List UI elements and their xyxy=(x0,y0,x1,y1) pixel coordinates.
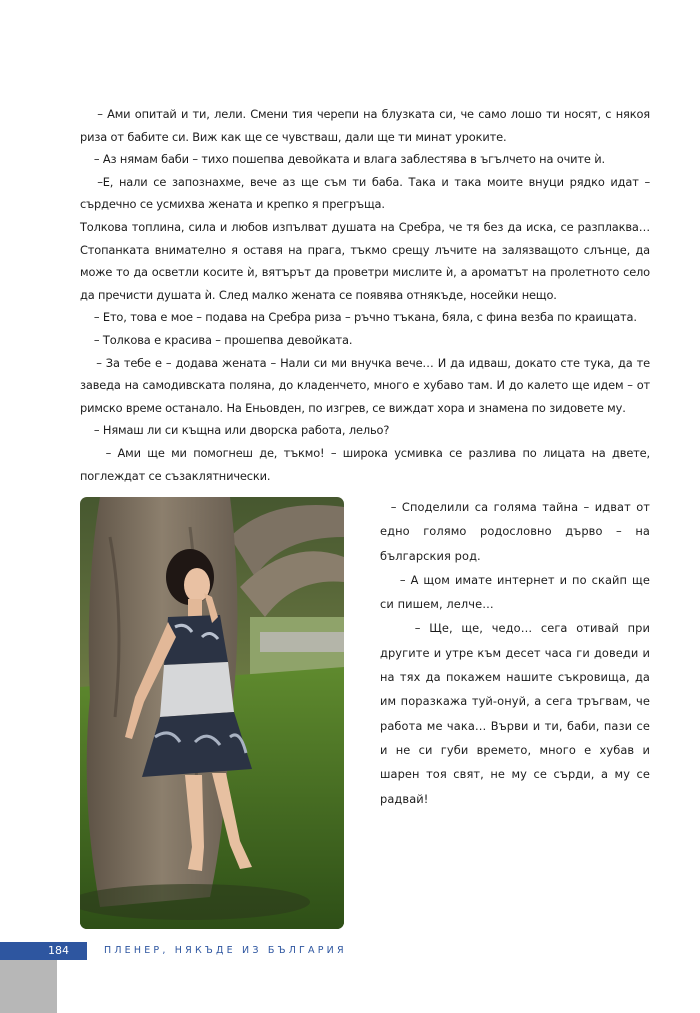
paragraph: – Ето, това е мое – подава на Сребра риза – ръчно тъкана, бяла, с фина везба по краищата. xyxy=(80,310,637,325)
paragraph: –Е, нали се запознахме, вече аз ще съм ти баба. Така и така моите внуци рядко идат – сърдечно се усмихва жената и крепко я прегръща. xyxy=(80,174,650,212)
main-text-block xyxy=(80,103,650,487)
photo-woman-at-tree xyxy=(80,497,344,929)
paragraph: Толкова топлина, сила и любов изпълват душата на Сребра, че тя без да иска, се разплаква… Стопанката внимателно я оставя на прага, тъкмо срещу лъчите на залязващото слънце, да може то да осветли косите ѝ, вятърът да проветри мислите ѝ, а ароматът на пролетното село да пречисти душата ѝ. След малко жената се появява отнякъде, носейки нещо. xyxy=(80,219,650,302)
footer-grey-block xyxy=(0,960,57,1013)
page-number: 184 xyxy=(48,944,69,957)
paragraph: – Толкова е красива – прошепва девойката. xyxy=(80,332,353,347)
paragraph: – Нямаш ли си къщна или дворска работа, лельо? xyxy=(80,423,390,438)
paragraph: – Споделили са голяма тайна – идват от едно голямо родословно дърво – на българския род. xyxy=(380,500,650,563)
side-text-block xyxy=(380,495,650,811)
footer-blue-bar xyxy=(0,942,87,960)
paragraph: – Ами ще ми помогнеш де, тъкмо! – широка усмивка се разлива по лицата на двете, поглеждат се съзаклятнически. xyxy=(80,445,650,483)
paragraph: – Ами опитай и ти, лели. Смени тия черепи на блузката си, че само лошо ти носят, с някоя риза от бабите си. Виж как ще се чувстваш, дали ще ти минат уроките. xyxy=(80,107,650,144)
paragraph: – А щом имате интернет и по скайп ще си пишем, лелче… xyxy=(380,572,650,612)
paragraph: – Аз нямам баби – тихо пошепва девойката и влага заблестява в ъгълчето на очите ѝ. xyxy=(80,152,605,167)
paragraph: – За тебе е – додава жената – Нали си ми внучка вече… И да идваш, докато сте тука, да те заведа на самодивската поляна, до кладенчето, много е хубаво там. И до калето ще идем – от римско време останало. На Еньовден, по изгрев, се виждат хора и знамена по зидовете му. xyxy=(80,355,650,415)
running-title: ПЛЕНЕР, НЯКЪДЕ ИЗ БЪЛГАРИЯ xyxy=(104,945,347,956)
paragraph: – Ще, ще, чедо… сега отивай при другите и утре към десет часа ги доведи и на тях да покажем нашите съкровища, да им поразкажа туй-онуй, а сега тръгвам, че работа ме чака… Върви и ти, баби, пази се и не си губи времето, много е хубав и шарен тоя свят, не му се сърди, а му се радвай! xyxy=(380,621,650,806)
